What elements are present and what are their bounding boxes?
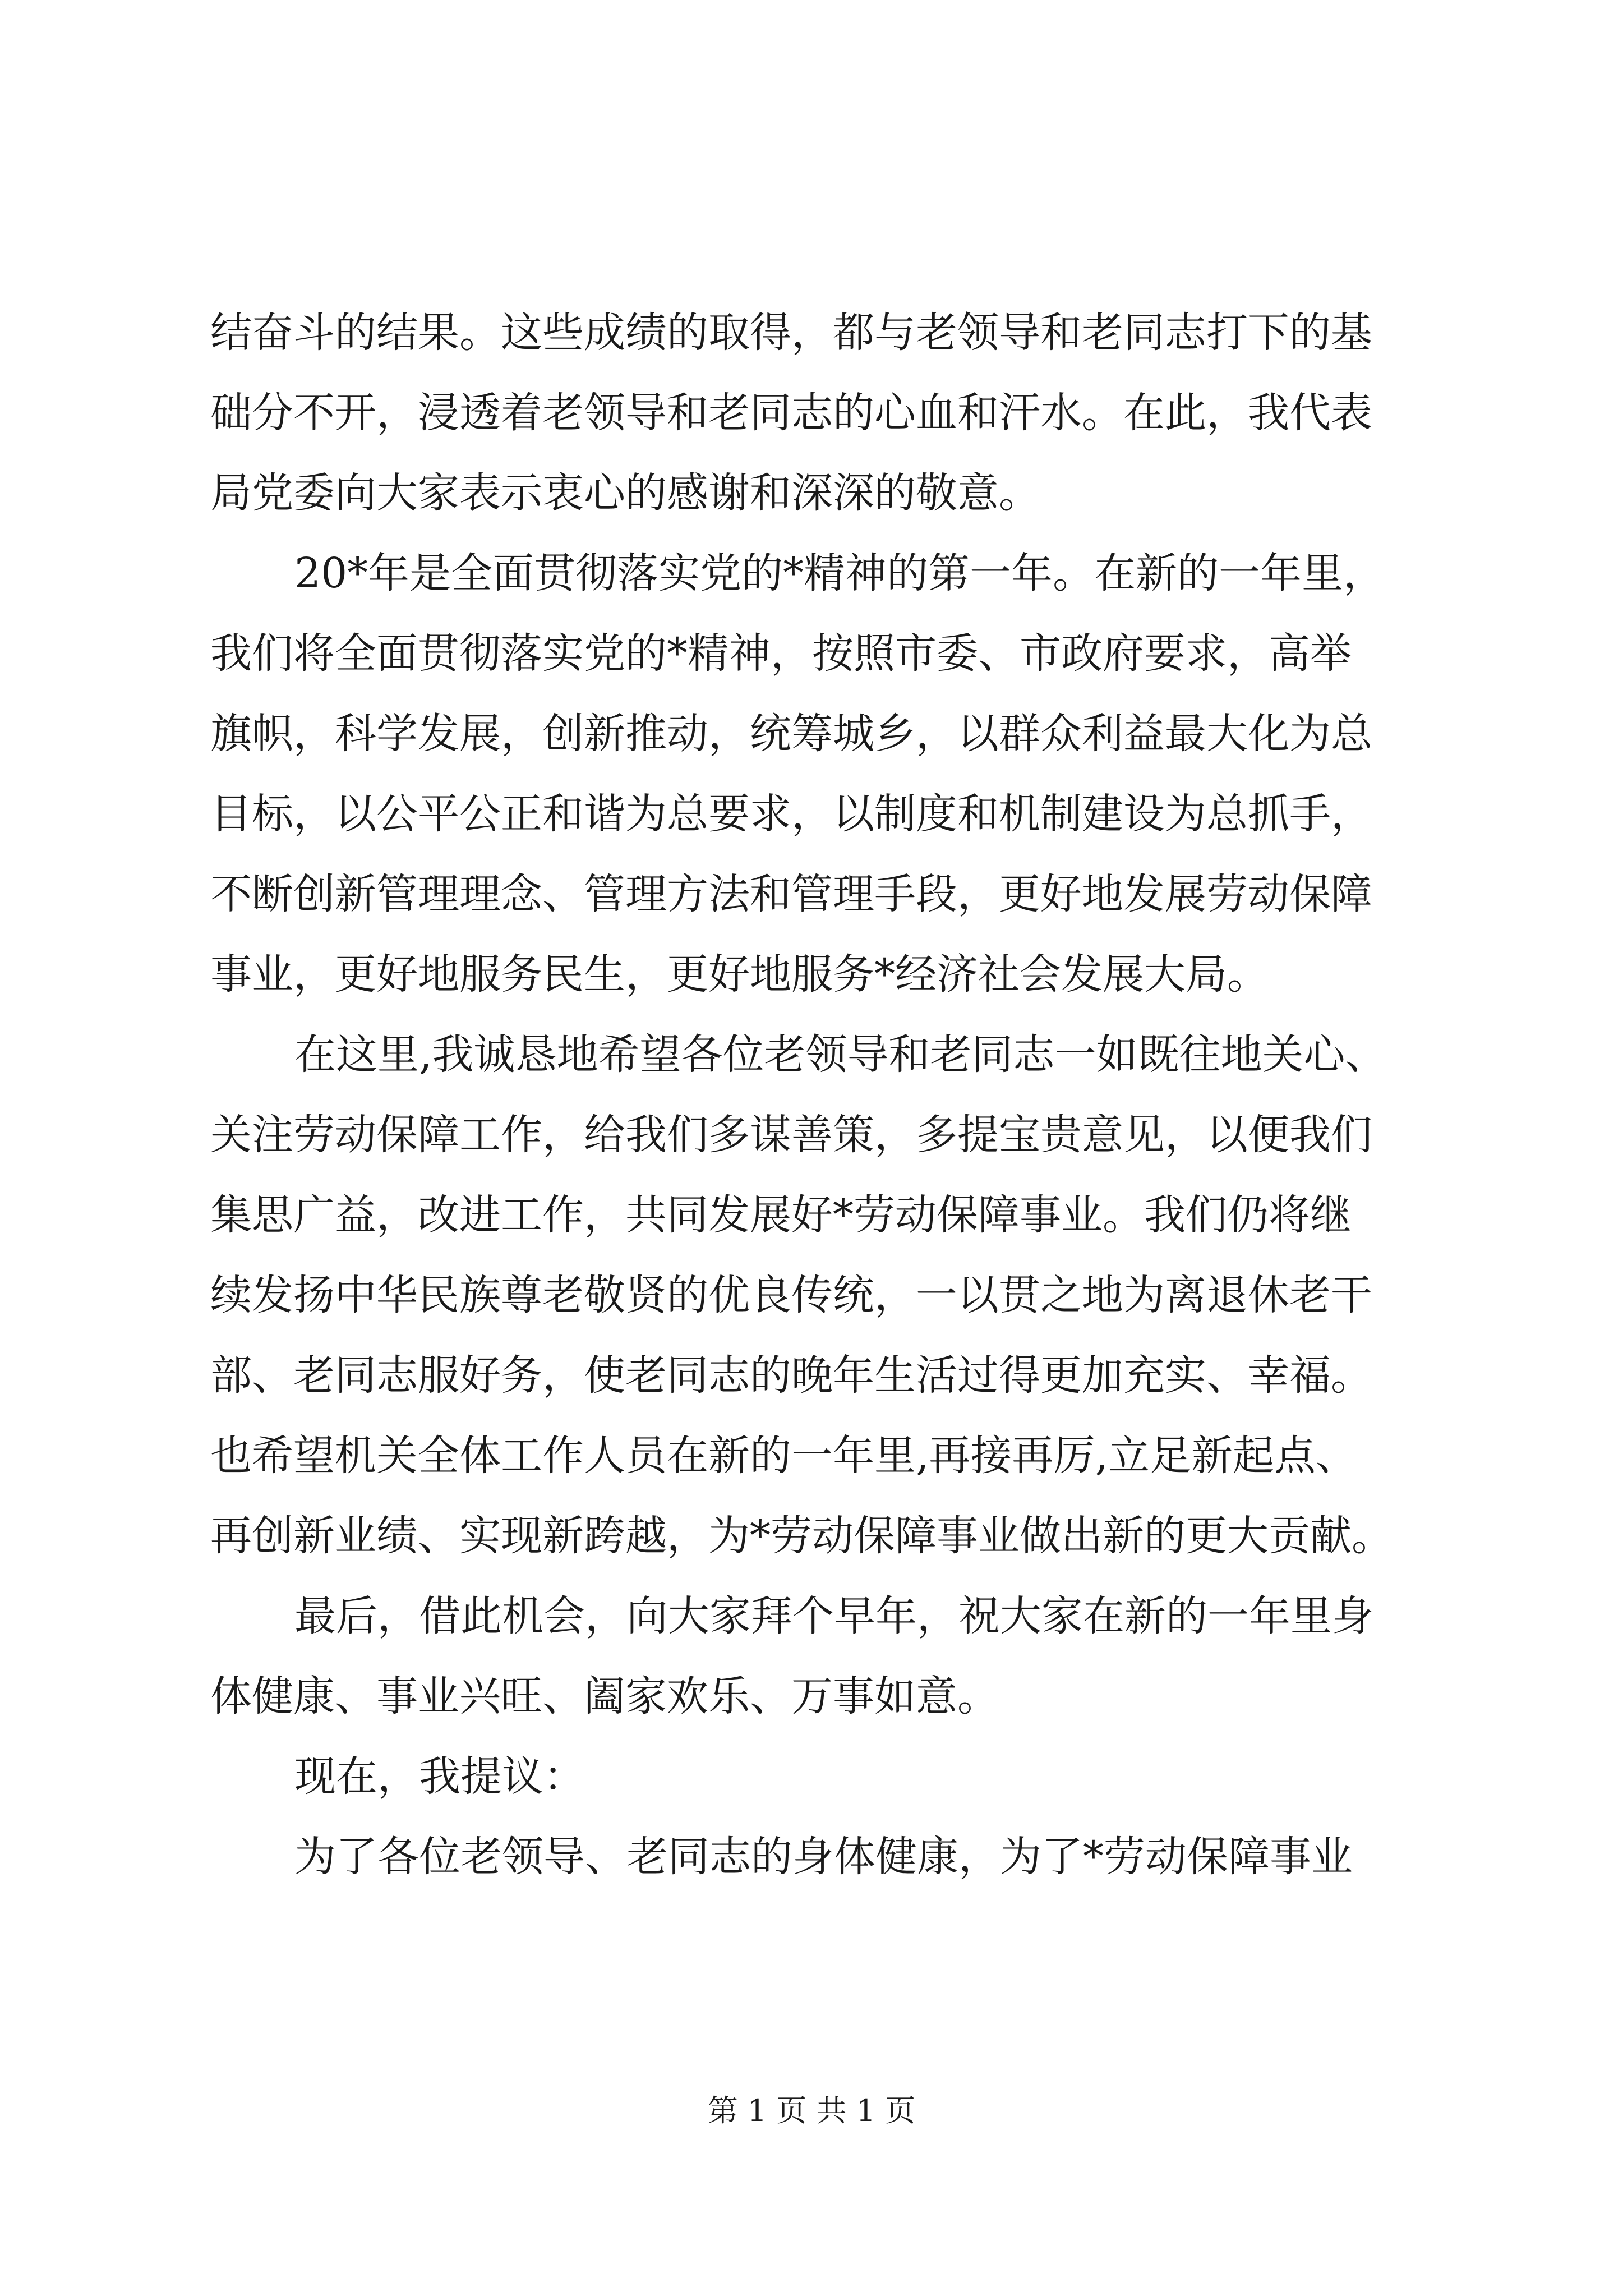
- text-line: 也希望机关全体工作人员在新的一年里,再接再厉,立足新起点、: [210, 1432, 1358, 1480]
- text-line: 20*年是全面贯彻落实党的*精神的第一年。在新的一年里，: [294, 549, 1385, 597]
- text-line: 体健康、事业兴旺、阖家欢乐、万事如意。: [210, 1672, 999, 1720]
- text-line: 事业，更好地服务民生，更好地服务*经济社会发展大局。: [210, 950, 1269, 999]
- text-line: 为了各位老领导、老同志的身体健康，为了*劳动保障事业: [294, 1833, 1353, 1881]
- text-line: 续发扬中华民族尊老敬贤的优良传统，一以贯之地为离退休老干: [210, 1271, 1372, 1319]
- text-line: 部、老同志服好务，使老同志的晚年生活过得更加充实、幸福。: [210, 1351, 1372, 1400]
- text-line: 我们将全面贯彻落实党的*精神，按照市委、市政府要求，高举: [210, 629, 1352, 678]
- text-line: 不断创新管理理念、管理方法和管理手段，更好地发展劳动保障: [210, 870, 1372, 918]
- text-line: 再创新业绩、实现新跨越，为*劳动保障事业做出新的更大贡献。: [210, 1512, 1393, 1560]
- text-line: 础分不开，浸透着老领导和老同志的心血和汗水。在此，我代表: [210, 389, 1372, 437]
- text-line: 关注劳动保障工作，给我们多谋善策，多提宝贵意见，以便我们: [210, 1111, 1372, 1159]
- page-footer: 第 1 页 共 1 页: [707, 2093, 916, 2128]
- text-line: 目标，以公平公正和谐为总要求，以制度和机制建设为总抓手，: [210, 790, 1372, 838]
- text-line: 结奋斗的结果。这些成绩的取得，都与老领导和老同志打下的基: [210, 309, 1372, 357]
- text-line: 局党委向大家表示衷心的感谢和深深的敬意。: [210, 469, 1040, 517]
- text-line: 最后，借此机会，向大家拜个早年，祝大家在新的一年里身: [294, 1592, 1373, 1640]
- text-line: 集思广益，改进工作，共同发展好*劳动保障事业。我们仍将继: [210, 1191, 1352, 1239]
- text-line: 旗帜，科学发展，创新推动，统筹城乡，以群众利益最大化为总: [210, 710, 1372, 758]
- text-line: 在这里,我诚恳地希望各位老领导和老同志一如既往地关心、: [294, 1030, 1387, 1079]
- text-line: 现在，我提议：: [294, 1752, 585, 1801]
